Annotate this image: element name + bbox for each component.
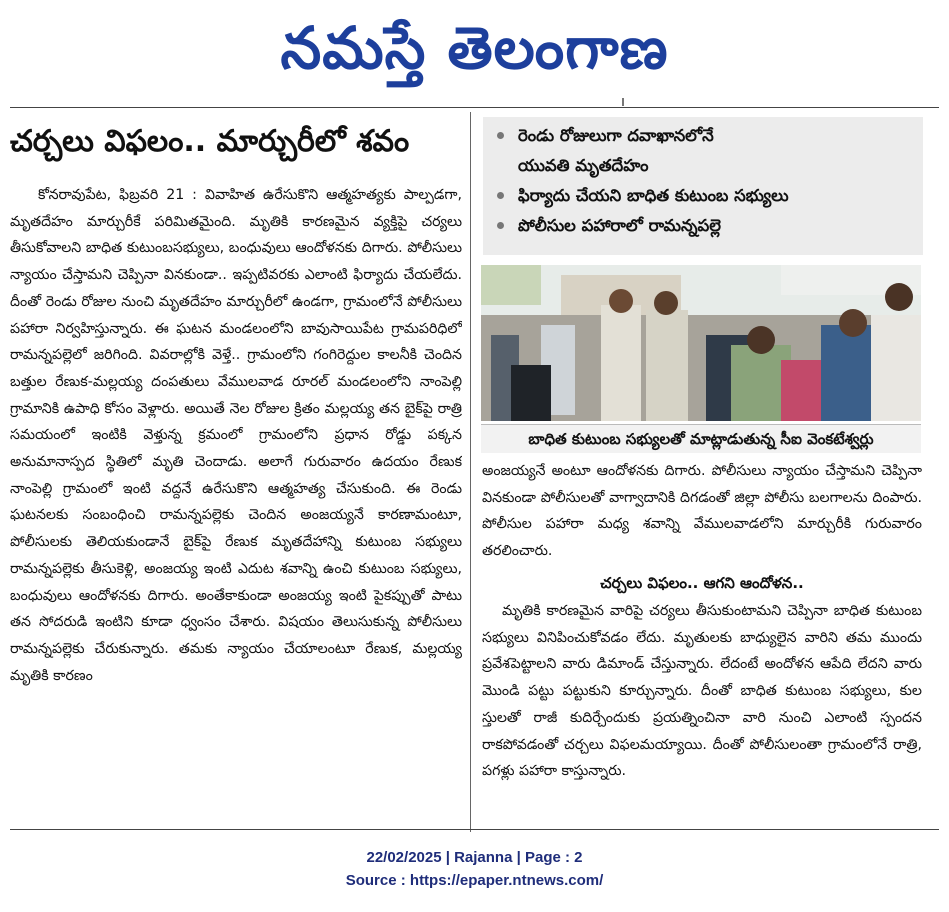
bullet-icon bbox=[497, 132, 504, 139]
left-column bbox=[10, 182, 462, 822]
highlight-item bbox=[489, 121, 917, 151]
highlight-item bbox=[489, 181, 917, 211]
highlight-item bbox=[489, 211, 917, 241]
right-paragraph-1: అంజయ్యనే అంటూ ఆందోళనకు దిగారు. పోలీసులు న్యాయం చేస్తామని చెప్పినా వినకుండా పోలీసులతో వాగ్వాదానికి దిగడంతో జిల్లా పోలీసు బలగాలను దింపారు. పోలీసుల పహారా మధ్య శవాన్ని వేములవాడలోని మార్చురీకి గురువారం తరలించారు. bbox=[482, 463, 922, 560]
footer-date-page: 22/02/2025 | Rajanna | Page : 2 bbox=[366, 849, 583, 866]
highlight-text: యువతి మృతదేహం bbox=[518, 156, 649, 175]
footer bbox=[0, 846, 949, 892]
footer-rule bbox=[10, 829, 939, 830]
highlights-box bbox=[483, 117, 923, 255]
newspaper-logo: నమస్తే తెలంగాణ bbox=[280, 14, 669, 82]
header-rule bbox=[10, 107, 939, 108]
bullet-icon bbox=[497, 192, 504, 199]
masthead bbox=[0, 0, 949, 100]
article-photo bbox=[481, 265, 921, 421]
highlight-text: పోలీసుల పహారాలో రామన్నపల్లె bbox=[518, 216, 721, 235]
right-column-bottom bbox=[482, 598, 922, 823]
right-column-top bbox=[482, 458, 922, 570]
photo-illustration bbox=[481, 265, 921, 421]
highlight-item-continuation bbox=[489, 151, 917, 181]
right-paragraph-2: మృతికి కారణమైన వారిపై చర్యలు తీసుకుంటామని చెప్పినా బాధిత కుటుంబ సభ్యులు వినిపించుకోవడం లేదు. మృతులకు బాధ్యులైన వారిని తమ ముందు ప్రవేశపెట్టాలని వారు డిమాండ్ చేస్తున్నారు. లేదంటే అందోళన ఆపేది లేదని వారు మొండి పట్టు పట్టుకుని కూర్చున్నారు. దీంతో బాధిత కుటుంబ సభ్యులు, కుల స్తులతో రాజీ కుదిర్చేందుకు ప్రయత్నించినా వారి నుంచి ఎలాంటి స్పందన రాకపోవడంతో చర్చలు విఫలమయ్యాయి. దీంతో పోలీసులంతా గ్రామంలోనే రాత్రి, పగళ్లు పహారా కాస్తున్నారు. bbox=[482, 603, 922, 780]
footer-source[interactable]: Source : https://epaper.ntnews.com/ bbox=[345, 872, 604, 889]
column-divider bbox=[470, 112, 471, 832]
highlight-text: రెండు రోజులుగా దవాఖానలోనే bbox=[518, 126, 714, 145]
highlight-text: ఫిర్యాదు చేయని బాధిత కుటుంబ సభ్యులు bbox=[518, 186, 789, 205]
sub-heading: చర్చలు విఫలం.. ఆగని ఆందోళన.. bbox=[600, 574, 804, 592]
photo-caption: బాధిత కుటుంబ సభ్యులతో మాట్లాడుతున్న సీఐ వెంకటేశ్వర్లు bbox=[481, 424, 921, 453]
header-tick bbox=[622, 98, 624, 106]
left-paragraph: కోనరావుపేట, ఫిబ్రవరి 21 : వివాహిత ఉరేసుకొని ఆత్మహత్యకు పాల్పడగా, మృతదేహం మార్చురీకే పరిమితమైంది. మృతికి కారణమైన వ్యక్తిపై చర్యలు తీసుకోవాలని బాధిత కుటుంబసభ్యులు, బంధువులు ఆందోళనకు దిగారు. పోలీసులు న్యాయం చేస్తామని చెప్పినా వినకుండా.. ఇప్పటివరకు ఎలాంటి ఫిర్యాదు చేయలేదు. దీంతో రెండు రోజుల నుంచి మృతదేహం మార్చురీలో ఉండగా, గ్రామంలోనే పోలీసులు పహారా నిర్వహిస్తున్నారు. ఈ ఘటన మండలంలోని బావుసాయిపేట గ్రామపరిధిలో రామన్నపల్లెలో జరిగింది. వివరాల్లోకి వెళ్తే.. గ్రామంలోని గంగిరెద్దుల కాలనీకి చెందిన బత్తుల రేణుక-మల్లయ్య దంపతులు వేములవాడ రూరల్ మండలంలోని నాంపెల్లి గ్రామానికి ఉపాధి కోసం వెళ్లారు. అయితే నెల రోజుల క్రితం మల్లయ్య తన బైక్‌పై రాత్రి సమయంలో ఇంటికి వెళ్తున్న క్రమంలో గ్రామంలోని ప్రధాన రోడ్డు పక్కన అనుమానాస్పద స్థితిలో మృతి చెందాడు. అలాగే గురువారం ఉదయం రేణుక నాంపెల్లి గ్రామంలో ఇంటి వద్దనే ఉరేసుకొని ఆత్మహత్య చేసుకుంది. ఈ రెండు ఘటనలకు సంబంధించి రామన్నపల్లెకు చెందిన అంజయ్యనే కారణామంటూ, పోలీసులకు తెలియకుండానే బైక్‌పై రేణుక మృతదేహాన్ని కుటుంబ సభ్యులు రామన్నపల్లెకు తీసుకెళ్లి, అంజయ్య ఇంటి ఎదుట శవాన్ని ఉంచి కుటుంబ సభ్యులు, బంధువులు ఆందోళనకు దిగారు. అంతేకాకుండా అంజయ్య ఇంటి పైకప్పుతో పాటు తన సోదరుడి ఇంటిని కూడా ధ్వంసం చేశారు. విషయం తెలుసుకున్న పోలీసులు రామన్నపల్లెకు చేరుకున్నారు. తమకు న్యాయం చేయాలంటూ రేణుక, మల్లయ్య మృతికి కారణం bbox=[10, 187, 462, 684]
bullet-icon bbox=[497, 222, 504, 229]
article-headline: చర్చలు విఫలం.. మార్చురీలో శవం bbox=[10, 124, 410, 159]
